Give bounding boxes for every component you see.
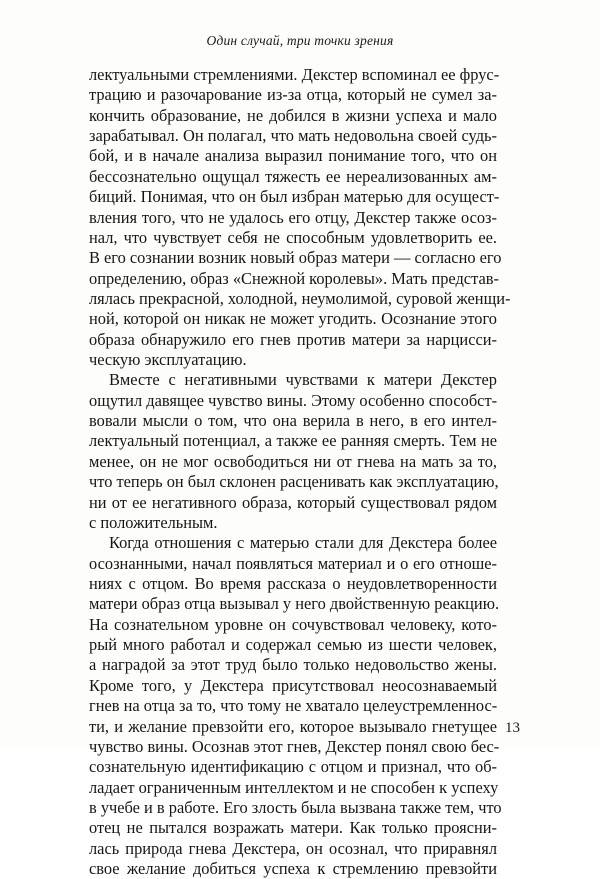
text-line: лась природа гнева Декстера, он осознал, что приравнял bbox=[89, 838, 497, 858]
paragraph-last-line: ческую эксплуатацию. bbox=[89, 350, 247, 370]
text-line: а наградой за этот труд было только недовольство жены. bbox=[89, 655, 497, 675]
text-line: определению, образ «Снежной королевы». Мать представ- bbox=[89, 268, 499, 288]
text-line: осознанными, начал появляться материал и о его отноше- bbox=[89, 553, 497, 573]
page-number: 13 bbox=[505, 720, 520, 736]
text-line: матери образ отца вызывал у него двойственную реакцию. bbox=[89, 594, 500, 614]
text-line: трацию и разочарование из-за отца, который не сумел за- bbox=[89, 85, 497, 105]
paragraph-first-line: Вместе с негативными чувствами к матери Декстер bbox=[109, 370, 497, 390]
text-line: нал, что чувствует себя не способным удовлетворить ее. bbox=[89, 227, 497, 247]
text-line: лектуальными стремлениями. Декстер вспоминал ее фрус- bbox=[89, 65, 500, 84]
text-line: Кроме того, у Декстера присутствовал неосознаваемый bbox=[89, 675, 497, 695]
text-line: ти, и желание превзойти его, которое вызывало гнетущее bbox=[89, 716, 497, 736]
text-line: вления того, что не удалось его отцу, Декстер также осоз- bbox=[89, 207, 497, 227]
text-line: ощутил давящее чувство вины. Этому особенно способст- bbox=[89, 390, 498, 410]
text-line: ни от ее негативного образа, который существовал рядом bbox=[89, 492, 497, 512]
paragraph-last-line: с положительным. bbox=[89, 512, 218, 532]
text-line: лялась прекрасной, холодной, неумолимой, суровой женщи- bbox=[89, 288, 511, 308]
text-line: чувство вины. Осознав этот гнев, Декстер понял свою бес- bbox=[89, 736, 500, 756]
text-line: ной, которой он никак не может угодить. Осознание этого bbox=[89, 309, 497, 329]
text-line: биций. Понимая, что он был избран матерью для осущест- bbox=[89, 187, 500, 207]
text-line: кончить образование, не добился в жизни успеха и мало bbox=[89, 105, 497, 125]
text-line: свое желание добиться успеха к стремлению превзойти bbox=[89, 859, 497, 879]
running-head: Один случай, три точки зрения bbox=[206, 33, 394, 48]
text-line: зарабатывал. Он полагал, что мать недовольна своей судь- bbox=[89, 126, 497, 146]
text-line: сознательную идентификацию с отцом и признал, что об- bbox=[89, 757, 497, 777]
text-line: ладает ограниченным интеллектом и не способен к успеху bbox=[89, 777, 499, 797]
text-line: в учебе и в работе. Его злость была вызвана также тем, что bbox=[89, 797, 502, 817]
text-line: вовали мысли о том, что она верила в него, в его интел- bbox=[89, 411, 497, 431]
text-line: В его сознании возник новый образ матери — согласно его bbox=[89, 248, 502, 268]
text-line: образа обнаружило его гнев против матери за нарцисси- bbox=[89, 329, 497, 349]
text-line: менее, он не мог освободиться ни от гнева на мать за то, bbox=[89, 451, 497, 471]
paragraph-first-line: Когда отношения с матерью стали для Декстера более bbox=[109, 533, 497, 553]
text-line: рый много работал и содержал семью из шести человек, bbox=[89, 635, 497, 655]
body-text bbox=[89, 65, 511, 879]
text-line: отец не пытался возражать матери. Как только проясни- bbox=[89, 818, 497, 838]
text-line: На сознательном уровне он сочувствовал человеку, кото- bbox=[89, 614, 497, 634]
text-line: гнев на отца за то, что тому не хватало целеустремленнос- bbox=[89, 696, 498, 716]
text-line: лектуальный потенциал, а также ее ранняя смерть. Тем не bbox=[89, 431, 497, 451]
text-line: бой, и в начале анализа выразил понимание того, что он bbox=[89, 146, 497, 166]
text-line: бессознательно ощущал тяжесть ее нереализованных ам- bbox=[89, 166, 497, 186]
text-line: ниях с отцом. Во время рассказа о неудовлетворенности bbox=[89, 573, 497, 593]
text-line: что теперь он был склонен расценивать как эксплуатацию, bbox=[89, 472, 499, 492]
